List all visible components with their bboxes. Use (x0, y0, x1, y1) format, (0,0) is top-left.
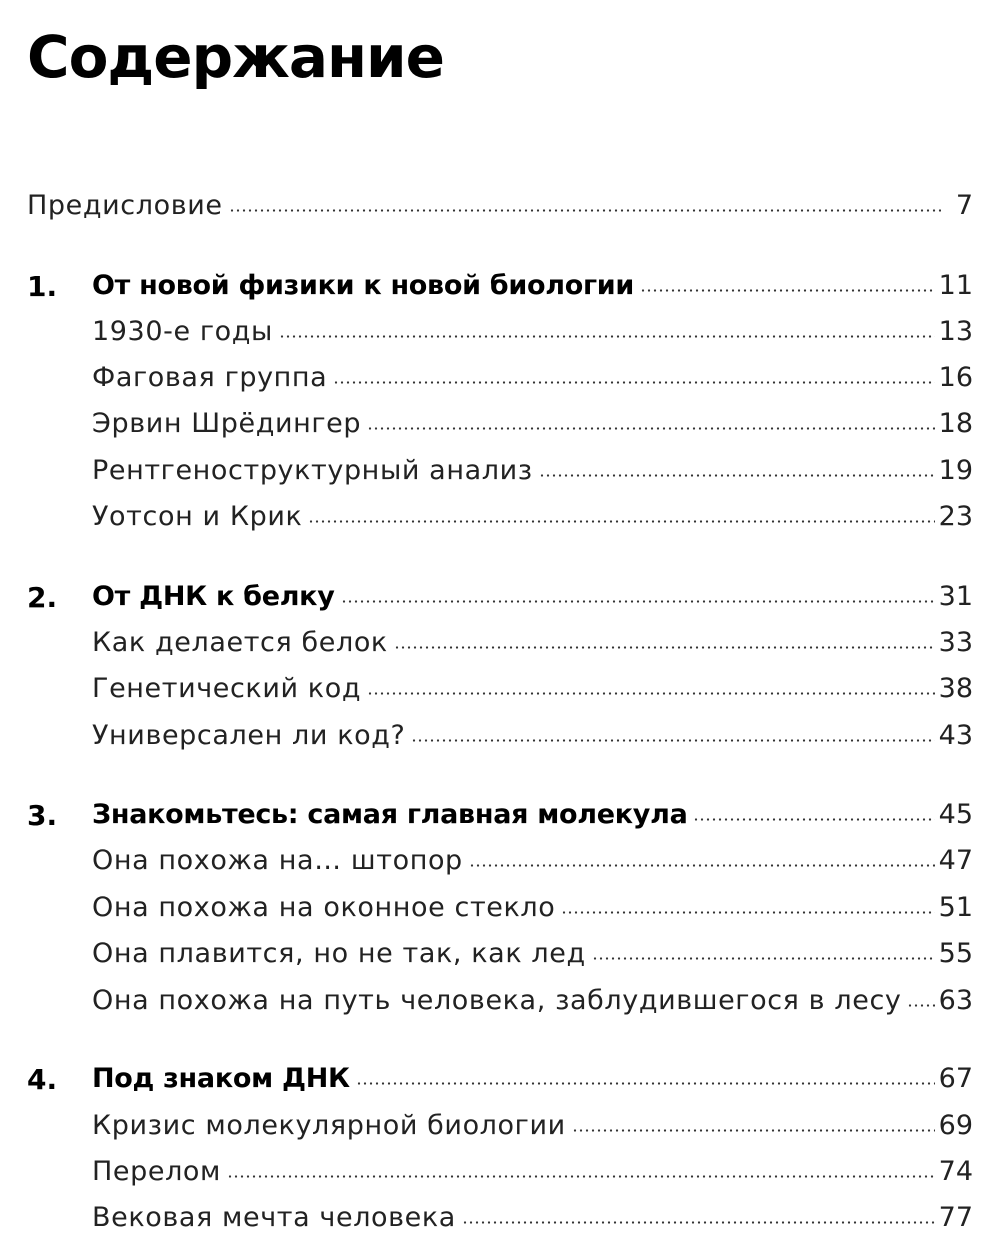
toc-chapter-row[interactable] (0, 799, 1000, 839)
chapter-title: От ДНК к белку (92, 581, 335, 612)
dot-leader (462, 1221, 935, 1224)
page-number: 43 (938, 720, 973, 751)
section-title: Предисловие (27, 190, 223, 221)
chapter-title: От новой физики к новой биологии (92, 270, 634, 301)
toc-section-row[interactable] (0, 1110, 1000, 1150)
toc-section-row[interactable] (0, 985, 1000, 1025)
page-number: 33 (938, 627, 973, 658)
page-number: 51 (938, 892, 973, 923)
section-title: Эрвин Шрёдингер (92, 408, 362, 439)
toc-section-row[interactable] (0, 720, 1000, 760)
toc-chapter-row[interactable] (0, 581, 1000, 621)
toc-section-row[interactable] (0, 673, 1000, 713)
page-number: 31 (938, 581, 973, 612)
section-title: Как делается белок (92, 627, 388, 658)
chapter-number: 1. (27, 270, 58, 303)
chapter-title: Знакомьтесь: самая главная молекула (92, 799, 688, 830)
dot-leader (640, 289, 935, 292)
toc-section-row[interactable] (0, 316, 1000, 356)
dot-leader (356, 1082, 935, 1085)
dot-leader (367, 692, 935, 695)
toc-section-row[interactable] (0, 845, 1000, 885)
dot-leader (469, 864, 935, 867)
toc-chapter-row[interactable] (0, 1063, 1000, 1103)
dot-leader (227, 1175, 935, 1178)
page-title: Содержание (27, 23, 445, 91)
dot-leader (394, 646, 935, 649)
toc-section-row[interactable] (0, 938, 1000, 978)
page-number: 47 (938, 845, 973, 876)
page-number: 63 (938, 985, 973, 1016)
toc-section-row[interactable] (0, 408, 1000, 448)
section-title: Она похожа на оконное стекло (92, 892, 556, 923)
dot-leader (907, 1004, 934, 1007)
dot-leader (693, 818, 934, 821)
toc-section-row[interactable] (0, 362, 1000, 402)
dot-leader (279, 335, 935, 338)
page-number: 19 (938, 455, 973, 486)
page-number: 69 (938, 1110, 973, 1141)
page-number: 7 (955, 190, 973, 221)
dot-leader (229, 209, 941, 212)
page-number: 23 (938, 501, 973, 532)
dot-leader (592, 957, 935, 960)
page-number: 74 (938, 1156, 973, 1187)
section-title: Уотсон и Крик (92, 501, 303, 532)
section-title: Рентгеноструктурный анализ (92, 455, 533, 486)
section-title: 1930-е годы (92, 316, 273, 347)
toc-section-row[interactable] (0, 190, 1000, 230)
dot-leader (308, 520, 934, 523)
dot-leader (367, 427, 935, 430)
page-number: 18 (938, 408, 973, 439)
toc-section-row[interactable] (0, 892, 1000, 932)
page-number: 38 (938, 673, 973, 704)
dot-leader (561, 911, 934, 914)
chapter-number: 3. (27, 799, 58, 832)
toc-section-row[interactable] (0, 455, 1000, 495)
dot-leader (333, 381, 934, 384)
toc-section-row[interactable] (0, 501, 1000, 541)
dot-leader (341, 600, 935, 603)
toc-section-row[interactable] (0, 1156, 1000, 1196)
toc-section-row[interactable] (0, 1202, 1000, 1242)
section-title: Перелом (92, 1156, 222, 1187)
page-number: 45 (938, 799, 973, 830)
dot-leader (411, 739, 934, 742)
chapter-number: 2. (27, 581, 58, 614)
section-title: Вековая мечта человека (92, 1202, 456, 1233)
section-title: Она похожа на… штопор (92, 845, 463, 876)
section-title: Она плавится, но не так, как лед (92, 938, 586, 969)
dot-leader (572, 1129, 935, 1132)
toc-section-row[interactable] (0, 627, 1000, 667)
section-title: Универсален ли код? (92, 720, 406, 751)
section-title: Кризис молекулярной биологии (92, 1110, 566, 1141)
section-title: Генетический код (92, 673, 362, 704)
section-title: Фаговая группа (92, 362, 328, 393)
page-number: 67 (938, 1063, 973, 1094)
page-number: 55 (938, 938, 973, 969)
chapter-title: Под знаком ДНК (92, 1063, 350, 1094)
page-number: 16 (938, 362, 973, 393)
page-number: 13 (938, 316, 973, 347)
section-title: Она похожа на путь человека, заблудившегося в лесу (92, 985, 902, 1016)
toc-chapter-row[interactable] (0, 270, 1000, 310)
page-number: 11 (938, 270, 973, 301)
dot-leader (539, 474, 935, 477)
chapter-number: 4. (27, 1063, 58, 1096)
page-number: 77 (938, 1202, 973, 1233)
